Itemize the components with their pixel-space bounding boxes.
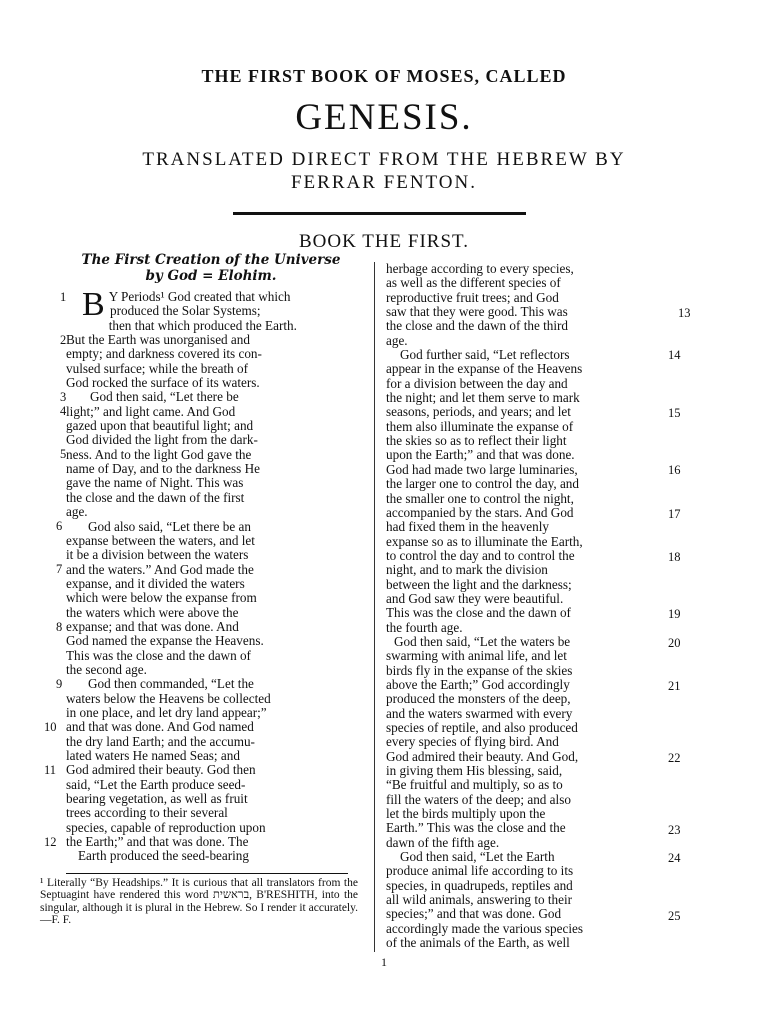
text-line: God rocked the surface of its waters. [66, 375, 260, 391]
book-title: GENESIS. [295, 97, 473, 138]
text-line: the Earth;” and that was done. The [66, 834, 249, 850]
verse-number: 6 [56, 519, 63, 533]
verse-number: 25 [668, 909, 681, 923]
text-line: birds fly in the expanse of the skies [386, 662, 573, 678]
text-line: light;” and light came. And God [66, 403, 236, 419]
text-line: dawn of the fifth age. [386, 834, 500, 850]
text-line: had fixed them in the heavenly [386, 519, 549, 535]
text-line: night, and to mark the division [386, 562, 548, 578]
text-line: the skies so as to reflect their light [386, 433, 567, 449]
verse-number: 12 [44, 835, 57, 849]
text-line: and God saw they were beautiful. [386, 590, 564, 606]
text-line: species of reptile, and also produced [386, 720, 578, 735]
text-line: age. [386, 332, 408, 348]
text-line: every species of flying bird. And [386, 734, 559, 750]
text-line: bearing vegetation, as well as fruit [66, 791, 248, 807]
right-column [386, 262, 662, 951]
text-line: God also said, “Let there be an [88, 518, 251, 534]
text-line: gave the name of Night. This was [66, 475, 244, 491]
text-line: the night; and let them serve to mark [386, 390, 580, 406]
verse-number: 23 [668, 823, 681, 837]
verse-number: 20 [668, 636, 681, 650]
text-line: God then commanded, “Let the [88, 676, 254, 692]
verse-number: 21 [668, 679, 681, 693]
text-line: expanse, and it divided the waters [66, 575, 245, 591]
text-line: the larger one to control the day, and [386, 476, 579, 492]
text-line: This was the close and the dawn of [66, 647, 251, 663]
text-line: species, in quadrupeds, reptiles and [386, 877, 573, 893]
verse-number: 13 [678, 306, 691, 320]
text-line: swarming with animal life, and let [386, 648, 567, 664]
verse-number: 5 [60, 447, 67, 461]
text-line: God further said, “Let reflectors [400, 347, 570, 363]
text-line: the close and the dawn of the third [386, 318, 569, 334]
drop-cap: B [82, 286, 105, 323]
text-line: expanse between the waters, and let [66, 532, 255, 548]
text-line: reproductive fruit trees; and God [386, 289, 559, 305]
text-line: vulsed surface; while the breath of [66, 360, 248, 376]
text-line: the waters which were above the [66, 604, 239, 620]
text-line: in one place, and let dry land appear;” [66, 704, 267, 720]
section-heading-line-2: by God = Elohim. [145, 268, 277, 284]
text-line: and the waters swarmed with every [386, 705, 573, 721]
text-line: it be a division between the waters [66, 547, 249, 563]
text-line: the second age. [66, 661, 147, 677]
verse-number: 22 [668, 751, 681, 765]
text-line: then that which produced the Earth. [108, 317, 297, 333]
text-line: all wild animals, answering to their [386, 892, 573, 908]
text-line: ness. And to the light God gave the [66, 446, 252, 462]
text-line: herbage according to every species, [386, 261, 574, 276]
verse-number: 3 [60, 390, 67, 404]
text-line: God then said, “Let there be [90, 389, 239, 405]
text-line: species;” and that was done. God [386, 906, 562, 922]
text-line: gazed upon that beautiful light; and [66, 418, 254, 434]
text-line: God admired their beauty. God then [66, 762, 256, 778]
text-line: trees according to their several [66, 805, 228, 821]
text-line: This was the close and the dawn of [386, 605, 571, 621]
verse-number: 4 [60, 404, 67, 418]
text-line: let the birds multiply upon the [386, 806, 546, 822]
text-line: and that was done. And God named [66, 719, 254, 735]
title-rule [233, 212, 526, 215]
left-column [66, 252, 356, 864]
footnote-rule [66, 873, 348, 874]
text-line: God divided the light from the dark- [66, 432, 258, 448]
text-line: But the Earth was unorganised and [66, 332, 250, 348]
text-line: name of Day, and to the darkness He [66, 461, 260, 477]
text-line: waters below the Heavens be collected [66, 690, 271, 706]
text-line: which were below the expanse from [66, 590, 257, 606]
text-line: to control the day and to control the [386, 547, 575, 563]
text-line: said, “Let the Earth produce seed- [66, 776, 246, 792]
verse-number: 16 [668, 463, 681, 477]
column-divider [374, 262, 375, 952]
text-line: saw that they were good. This was [386, 304, 568, 320]
text-line: produced the monsters of the deep, [386, 691, 571, 707]
book-kicker: THE FIRST BOOK OF MOSES, CALLED [201, 66, 567, 86]
verse-number: 1 [60, 290, 67, 304]
verse-number: 24 [668, 851, 681, 865]
text-line: lated waters He named Seas; and [66, 748, 240, 763]
subtitle-line-2: FERRAR FENTON. [290, 172, 477, 193]
subtitle-line-1: TRANSLATED DIRECT FROM THE HEBREW BY [142, 149, 626, 170]
text-line: seasons, periods, and years; and let [386, 404, 571, 420]
text-line: and the waters.” And God made the [66, 561, 254, 577]
text-line: God admired their beauty. And God, [386, 748, 579, 764]
text-line: above the Earth;” God accordingly [386, 676, 570, 692]
section-heading [66, 252, 356, 284]
text-line: as well as the different species of [386, 275, 561, 291]
verse-number: 8 [56, 620, 63, 634]
text-line: upon the Earth;” and that was done. [386, 447, 575, 463]
text-line: the fourth age. [386, 619, 463, 635]
text-line: “Be fruitful and multiply, so as to [386, 777, 563, 793]
verse-number: 2 [60, 333, 67, 347]
text-line: Earth.” This was the close and the [386, 820, 566, 836]
text-line: God had made two large luminaries, [386, 461, 578, 477]
text-line: them also illuminate the expanse of [386, 418, 574, 434]
verse-number: 9 [56, 677, 63, 691]
verse-number: 7 [56, 562, 63, 576]
text-line: fill the waters of the deep; and also [386, 791, 571, 807]
text-line: the dry land Earth; and the accumu- [66, 733, 255, 749]
text-line: Y Periods¹ God created that which [108, 289, 291, 304]
footnote: ¹ Literally “By Headships.” It is curious that all translators from the Septuagint have rendered this word בראשית, B'RESHITH, into the singular, although it is plural in the Hebrew. So I render it accurately.—F. F. [40, 877, 358, 927]
text-line: God named the expanse the Heavens. [66, 633, 264, 649]
verse-number: 10 [44, 720, 57, 734]
translator-credit [52, 148, 716, 194]
text-line: expanse so as to illuminate the Earth, [386, 533, 583, 549]
text-line: accompanied by the stars. And God [386, 504, 574, 520]
text-line: appear in the expanse of the Heavens [386, 361, 583, 377]
text-line: empty; and darkness covered its con- [66, 346, 262, 362]
text-line: in giving them His blessing, said, [386, 763, 563, 779]
text-line: God then said, “Let the waters be [394, 633, 571, 649]
text-line: God then said, “Let the Earth [400, 849, 555, 865]
text-line: produced the Solar Systems; [110, 303, 261, 319]
text-line: between the light and the darkness; [386, 576, 572, 592]
book-heading: BOOK THE FIRST. [298, 231, 469, 252]
text-line: the smaller one to control the night, [386, 490, 574, 506]
text-line: age. [66, 504, 88, 520]
text-line: the close and the dawn of the first [66, 489, 245, 505]
verse-number: 15 [668, 406, 681, 420]
text-line: expanse; and that was done. And [66, 618, 239, 634]
verse-number: 19 [668, 607, 681, 621]
text-line: accordingly made the various species [386, 920, 584, 936]
verse-number: 14 [668, 348, 681, 362]
text-line: produce animal life according to its [386, 863, 574, 879]
text-line: of the animals of the Earth, as well [386, 935, 570, 951]
verse-number: 11 [44, 763, 57, 777]
section-heading-line-1: The First Creation of the Universe [81, 252, 341, 268]
verse-number: 18 [668, 550, 681, 564]
text-line: for a division between the day and [386, 375, 568, 391]
page-number: 1 [381, 955, 387, 969]
text-line: species, capable of reproduction upon [66, 819, 266, 835]
text-line: Earth produced the seed-bearing [78, 848, 249, 864]
left-column-text [66, 286, 356, 864]
verse-number: 17 [668, 507, 681, 521]
